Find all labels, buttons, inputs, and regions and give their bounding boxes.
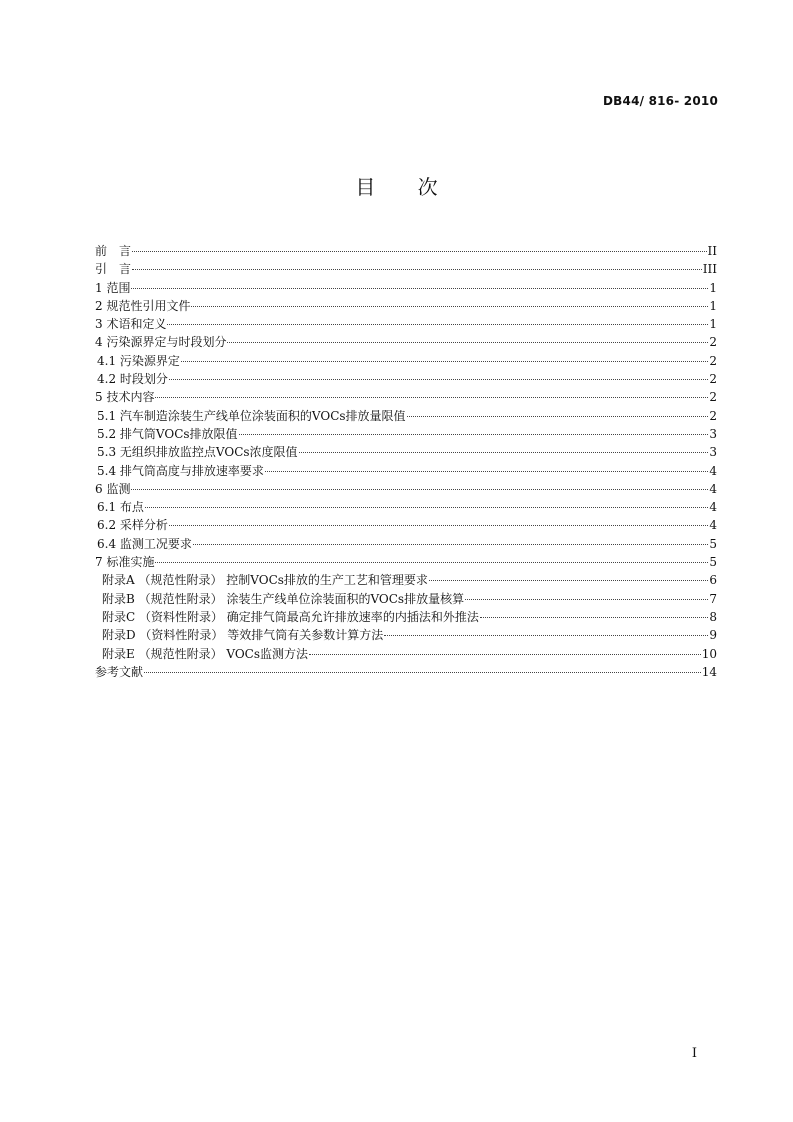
toc-entry[interactable] <box>95 279 717 297</box>
toc-entry-label: 1 范围 <box>95 280 131 295</box>
toc-entry-label: 附录C （资料性附录） 确定排气筒最高允许排放速率的内插法和外推法 <box>102 609 479 624</box>
toc-dot-leader <box>145 497 708 508</box>
toc-dot-leader <box>465 589 708 600</box>
toc-entry-label: 3 术语和定义 <box>95 317 167 332</box>
toc-dot-leader <box>309 644 701 655</box>
toc-entry-page: II <box>707 244 717 258</box>
toc-dot-leader <box>131 278 708 289</box>
toc-entry-page: 8 <box>709 609 717 624</box>
toc-entry-label: 5.3 无组织排放监控点VOCs浓度限值 <box>97 445 298 460</box>
toc-entry[interactable] <box>95 443 717 461</box>
toc-dot-leader <box>169 515 708 526</box>
toc-entry-page: 10 <box>701 646 717 661</box>
toc-entry[interactable] <box>95 663 717 681</box>
toc-entry-label: 参考文献 <box>95 664 144 679</box>
toc-dot-leader <box>239 424 709 435</box>
toc-entry[interactable] <box>95 535 717 553</box>
toc-entry-label: 附录D （资料性附录） 等效排气筒有关参数计算方法 <box>102 628 384 643</box>
toc-entry-page: 1 <box>709 298 717 313</box>
toc-entry-page: 4 <box>709 518 717 533</box>
toc-dot-leader <box>131 479 708 490</box>
toc-entry-page: 6 <box>709 573 717 588</box>
toc-entry-label: 7 标准实施 <box>95 555 155 570</box>
toc-entry[interactable] <box>95 297 717 315</box>
toc-entry-page: 2 <box>709 372 717 387</box>
toc-title: 目 次 <box>355 175 456 199</box>
toc-dot-leader <box>227 332 708 343</box>
toc-entry-label: 附录A （规范性附录） 控制VOCs排放的生产工艺和管理要求 <box>102 573 428 588</box>
toc-dot-leader <box>132 241 707 252</box>
table-of-contents <box>95 242 717 681</box>
toc-dot-leader <box>167 314 708 325</box>
toc-entry[interactable] <box>95 388 717 406</box>
toc-entry[interactable] <box>95 462 717 480</box>
toc-entry-page: 7 <box>709 591 717 606</box>
toc-entry-label: 5 技术内容 <box>95 390 155 405</box>
toc-dot-leader <box>265 461 708 472</box>
toc-entry-label: 5.4 排气筒高度与排放速率要求 <box>97 463 264 478</box>
toc-entry-label: 前 言 <box>95 244 132 258</box>
toc-entry-label: 4.2 时段划分 <box>97 372 168 387</box>
toc-entry[interactable] <box>95 333 717 351</box>
toc-dot-leader <box>144 662 701 673</box>
toc-dot-leader <box>181 351 708 362</box>
toc-entry-page: III <box>702 262 717 277</box>
toc-entry-page: 3 <box>709 426 717 441</box>
toc-dot-leader <box>429 570 708 581</box>
toc-dot-leader <box>191 296 708 307</box>
toc-entry-page: 2 <box>709 408 717 423</box>
toc-entry[interactable] <box>95 352 717 370</box>
toc-dot-leader <box>299 442 709 453</box>
toc-entry[interactable] <box>95 516 717 534</box>
toc-entry[interactable] <box>95 553 717 571</box>
toc-dot-leader <box>169 369 708 380</box>
toc-entry-label: 5.2 排气筒VOCs排放限值 <box>97 426 238 441</box>
toc-entry-label: 2 规范性引用文件 <box>95 298 191 313</box>
toc-entry[interactable] <box>95 425 717 443</box>
toc-entry-page: 4 <box>709 481 717 496</box>
toc-dot-leader <box>407 406 709 417</box>
toc-dot-leader <box>155 552 708 563</box>
toc-entry-page: 5 <box>709 555 717 570</box>
toc-entry[interactable] <box>95 645 717 663</box>
toc-entry-page: 3 <box>709 445 717 460</box>
toc-entry[interactable] <box>95 480 717 498</box>
toc-entry-label: 5.1 汽车制造涂装生产线单位涂装面积的VOCs排放量限值 <box>97 408 406 423</box>
toc-entry-page: 2 <box>709 335 717 350</box>
toc-entry-page: 1 <box>709 317 717 332</box>
toc-entry-label: 附录E （规范性附录） VOCs监测方法 <box>102 646 309 661</box>
toc-entry[interactable] <box>95 608 717 626</box>
toc-entry-page: 2 <box>709 390 717 405</box>
toc-dot-leader <box>480 607 709 618</box>
toc-entry-page: 4 <box>709 463 717 478</box>
toc-entry-page: 1 <box>709 280 717 295</box>
toc-entry-page: 5 <box>709 536 717 551</box>
toc-entry[interactable] <box>95 626 717 644</box>
toc-dot-leader <box>155 387 708 398</box>
toc-entry[interactable] <box>95 315 717 333</box>
toc-entry-label: 6.1 布点 <box>97 500 144 515</box>
toc-entry[interactable] <box>95 590 717 608</box>
toc-entry-label: 4 污染源界定与时段划分 <box>95 335 227 350</box>
toc-entry-page: 4 <box>709 500 717 515</box>
toc-entry-label: 6.4 监测工况要求 <box>97 536 192 551</box>
toc-dot-leader <box>193 534 708 545</box>
toc-entry-label: 引 言 <box>95 262 132 277</box>
toc-entry[interactable] <box>95 370 717 388</box>
toc-entry-label: 6.2 采样分析 <box>97 518 168 533</box>
page-number: I <box>691 1046 697 1061</box>
toc-entry[interactable] <box>95 571 717 589</box>
toc-entry-page: 2 <box>709 353 717 368</box>
toc-dot-leader <box>132 259 702 270</box>
toc-entry-label: 6 监测 <box>95 481 131 496</box>
toc-entry[interactable] <box>95 498 717 516</box>
toc-entry[interactable] <box>95 260 717 278</box>
toc-dot-leader <box>384 625 708 636</box>
toc-entry[interactable] <box>95 242 717 260</box>
document-code: DB44/ 816- 2010 <box>603 94 718 108</box>
toc-entry-label: 4.1 污染源界定 <box>97 353 180 368</box>
toc-entry-label: 附录B （规范性附录） 涂装生产线单位涂装面积的VOCs排放量核算 <box>102 591 465 606</box>
toc-entry-page: 9 <box>709 628 717 643</box>
toc-entry[interactable] <box>95 407 717 425</box>
toc-entry-page: 14 <box>701 664 717 679</box>
